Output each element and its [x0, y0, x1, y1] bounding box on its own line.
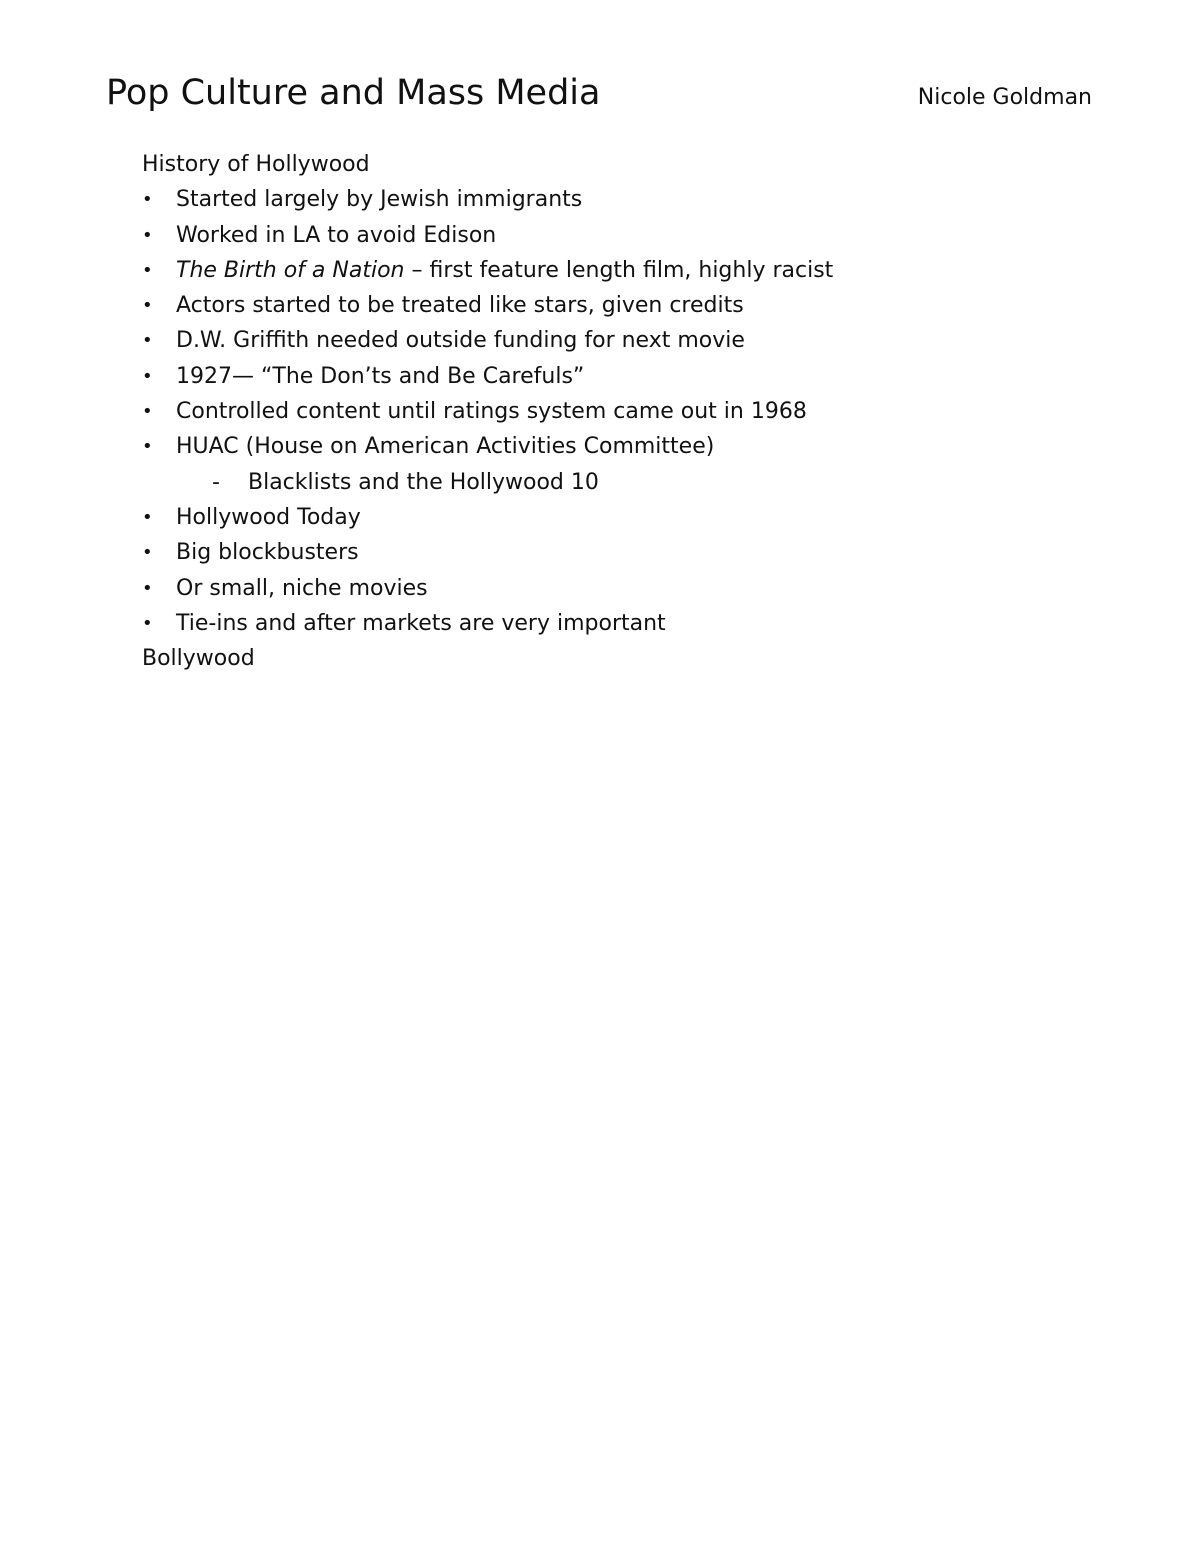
list-item — [142, 359, 1102, 394]
bullet-icon: • — [142, 542, 153, 564]
bullet-icon: • — [142, 259, 153, 281]
document-title: Pop Culture and Mass Media — [106, 73, 601, 113]
list-item-text: Or small, niche movies — [176, 575, 428, 601]
film-title: The Birth of a Nation — [176, 257, 405, 283]
bullet-icon: • — [142, 330, 153, 352]
bullet-icon: • — [142, 365, 153, 387]
list-item-text: Worked in LA to avoid Edison — [176, 222, 497, 248]
bullet-icon: • — [142, 506, 153, 528]
bullet-icon: • — [142, 295, 153, 317]
list-item — [142, 500, 1102, 535]
author-name: Nicole Goldman — [917, 85, 1092, 110]
sub-list-item — [142, 465, 1102, 500]
list-item — [142, 535, 1102, 570]
bullet-icon: • — [142, 189, 153, 211]
bullet-icon: • — [142, 577, 153, 599]
list-item — [142, 182, 1102, 217]
list-item — [142, 323, 1102, 358]
list-item-text: – first feature length film, highly racist — [404, 257, 834, 283]
list-item-text: Actors started to be treated like stars, given credits — [176, 293, 744, 319]
list-item-text: Controlled content until ratings system came out in 1968 — [176, 399, 807, 425]
list-item-text: Big blockbusters — [176, 540, 359, 566]
sub-list-item-text: Blacklists and the Hollywood 10 — [248, 469, 599, 495]
list-item — [142, 571, 1102, 606]
list-item-text: D.W. Griffith needed outside funding for next movie — [176, 328, 745, 354]
list-item-text: Started largely by Jewish immigrants — [176, 187, 583, 213]
section-heading-history: History of Hollywood — [142, 152, 370, 177]
dash-marker: - — [212, 469, 220, 495]
list-item — [142, 606, 1102, 641]
section-heading-bollywood: Bollywood — [142, 646, 255, 672]
bullet-icon: • — [142, 224, 153, 246]
list-item — [142, 253, 1102, 288]
list-item-text: HUAC (House on American Activities Committee) — [176, 434, 715, 460]
notes-body — [142, 147, 1102, 676]
list-item-text: 1927— “The Don’ts and Be Carefuls” — [176, 363, 585, 389]
list-item — [142, 429, 1102, 464]
list-item-text: Tie-ins and after markets are very important — [176, 610, 666, 636]
bullet-icon: • — [142, 612, 153, 634]
list-item — [142, 218, 1102, 253]
list-item-text: Hollywood Today — [176, 504, 361, 530]
list-item — [142, 394, 1102, 429]
bullet-icon: • — [142, 436, 153, 458]
list-item — [142, 288, 1102, 323]
bullet-icon: • — [142, 401, 153, 423]
